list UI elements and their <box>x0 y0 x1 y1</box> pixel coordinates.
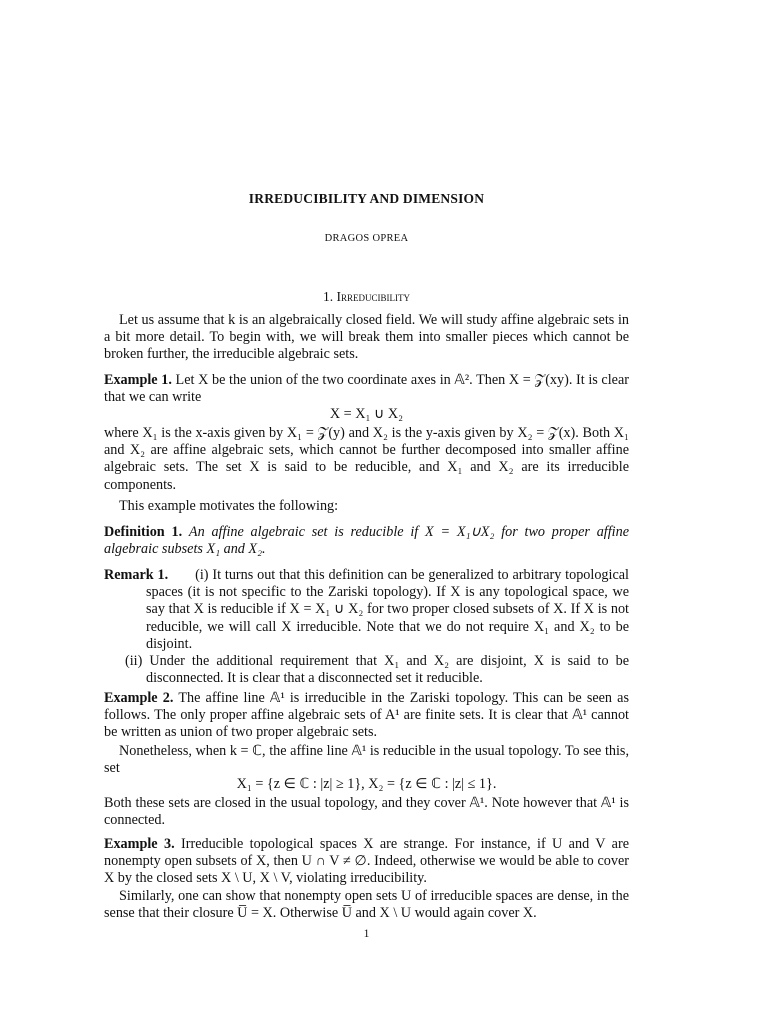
example-1-continued: where X₁ is the x-axis given by X₁ = 𝒵(y) and X₂ is the y-axis given by X₂ = 𝒵(x). Both X₁ and X₂ are affine algebraic sets, which cannot be further decomposed into smaller affine algebraic sets. The set X is said to be reducible, and X₁ and X₂ are its irreducible components. <box>104 425 629 493</box>
paragraph-intro: Let us assume that k is an algebraically closed field. We will study affine algebraic sets in a bit more detail. To begin with, we will break them into smaller pieces which cannot be broken further, the irreducible algebraic sets. <box>104 312 629 363</box>
example-3-paragraph-2: Similarly, one can show that nonempty open sets U of irreducible spaces are dense, in the sense that their closure U̅ = X. Otherwise U̅ and X \ U would again cover X. <box>104 888 629 922</box>
example-3-label: Example 3. <box>104 836 175 852</box>
definition-1 <box>104 524 629 558</box>
page-number: 1 <box>363 928 370 940</box>
example-3 <box>104 836 629 888</box>
definition-1-label: Definition 1. <box>104 524 183 540</box>
example-3-text: Irreducible topological spaces X are strange. For instance, if U and V are nonempty open subsets of X, then U ∩ V ≠ ∅. Indeed, otherwise we would be able to cover X by the closed sets X \ U, X \ V, violating irreducibility. <box>104 836 629 887</box>
author: DRAGOS OPREA <box>324 233 409 244</box>
paper-title: IRREDUCIBILITY AND DIMENSION <box>248 191 485 206</box>
remark-1-label: Remark 1. <box>104 567 169 583</box>
example-2 <box>104 690 629 742</box>
example-1-text: Let X be the union of the two coordinate axes in 𝔸². Then X = 𝒵(xy). It is clear that we can write <box>104 372 629 406</box>
example-1-label: Example 1. <box>104 372 172 388</box>
remark-1-item-ii: (ii) Under the additional requirement that X₁ and X₂ are disjoint, X is said to be disconnected. It is clear that a disconnected set it reducible. <box>125 653 629 687</box>
equation-2: X₁ = {z ∈ ℂ : |z| ≥ 1}, X₂ = {z ∈ ℂ : |z| ≤ 1}. <box>236 776 497 792</box>
example-1 <box>104 372 629 406</box>
example-2-text: The affine line 𝔸¹ is irreducible in the Zariski topology. This can be seen as follows. The only proper affine algebraic sets of A¹ are finite sets. It is clear that 𝔸¹ cannot be written as union of two proper algebraic sets. <box>104 690 629 741</box>
remark-1 <box>104 567 629 687</box>
remark-1-item-i <box>104 567 629 653</box>
example-2-paragraph-3: Both these sets are closed in the usual topology, and they cover 𝔸¹. Note however that 𝔸¹ is connected. <box>104 795 629 829</box>
example-2-paragraph-2: Nonetheless, when k = ℂ, the affine line 𝔸¹ is reducible in the usual topology. To see this, set <box>104 743 629 777</box>
paragraph-motivates: This example motivates the following: <box>119 498 339 514</box>
definition-1-text: An affine algebraic set is reducible if X = X₁∪X₂ for two proper affine algebraic subsets X₁ and X₂. <box>104 524 629 558</box>
example-2-label: Example 2. <box>104 690 174 706</box>
section-heading: 1. Irreducibility <box>323 289 410 304</box>
remark-1-item-i-text: (i) It turns out that this definition can be generalized to arbitrary topological spaces (it is not specific to the Zariski topology). If X is any topological space, we say that X is reducible if X = X₁ ∪ X₂ for two proper closed subsets of X. If X is not reducible, we will call X irreducible. Note that we do not require X₁ and X₂ to be disjoint. <box>146 567 629 652</box>
equation-1: X = X₁ ∪ X₂ <box>329 406 404 422</box>
